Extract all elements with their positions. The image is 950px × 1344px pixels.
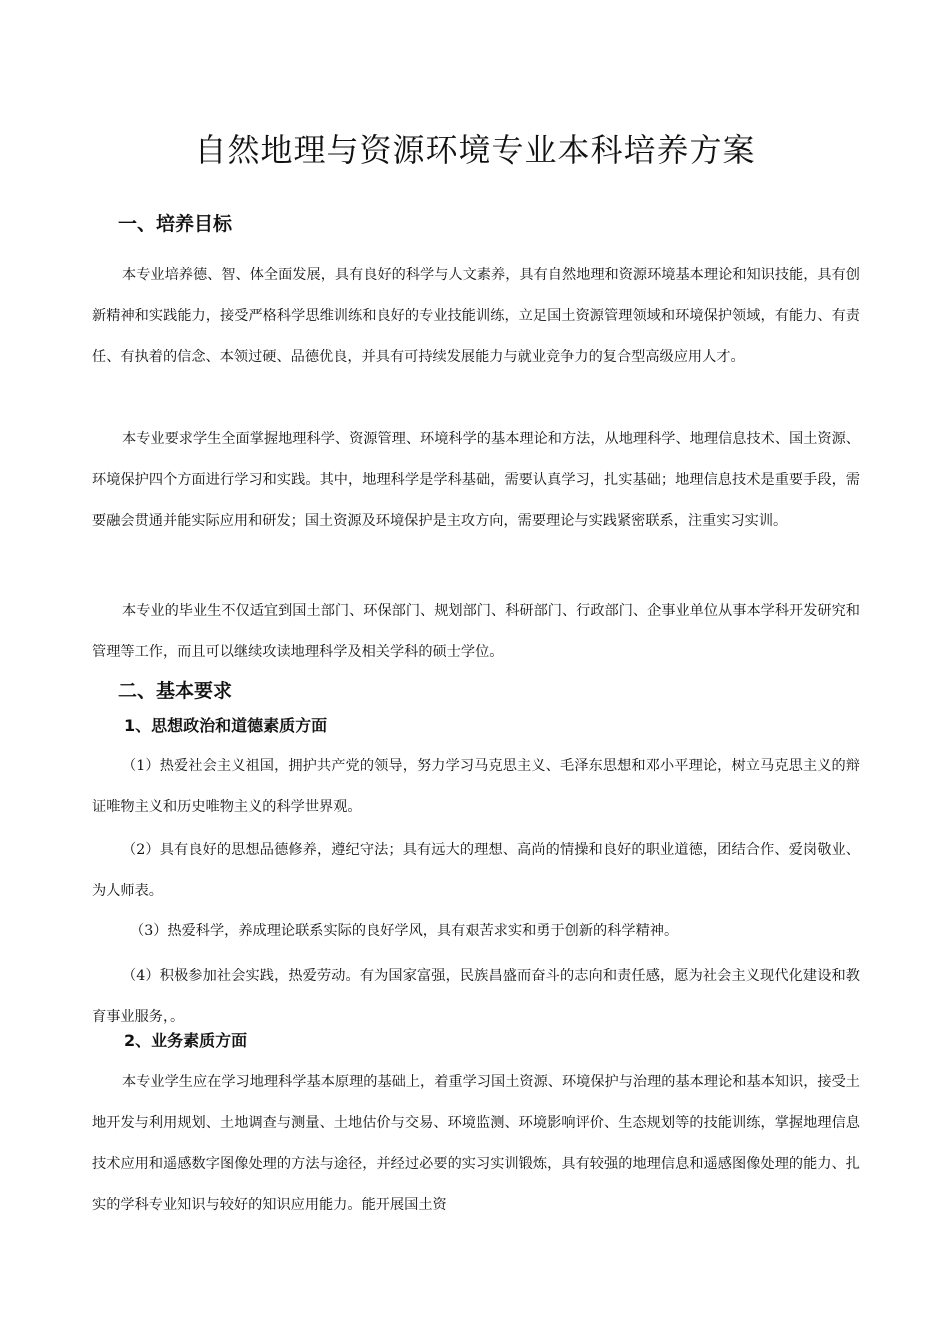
section-heading-requirements: 二、基本要求 xyxy=(118,680,233,702)
subsection-heading-ideology: 1、思想政治和道德素质方面 xyxy=(124,716,328,735)
paragraph-ideology-2: （2）具有良好的思想品德修养，遵纪守法；具有远大的理想、高尚的情操和良好的职业道德，团结合作、爱岗敬业、为人师表。 xyxy=(92,842,860,899)
paragraph-goals-1: 本专业培养德、智、体全面发展，具有良好的科学与人文素养，具有自然地理和资源环境基本理论和知识技能，具有创新精神和实践能力，接受严格科学思维训练和良好的专业技能训练，立足国土资源管理领域和环境保护领域，有能力、有责任、有执着的信念、本领过硬、品德优良，并具有可持续发展能力与就业竞争力的复合型高级应用人才。 xyxy=(92,267,860,365)
page-title: 自然地理与资源环境专业本科培养方案 xyxy=(194,131,756,169)
paragraph-goals-3: 本专业的毕业生不仅适宜到国土部门、环保部门、规划部门、科研部门、行政部门、企事业单位从事本学科开发研究和管理等工作，而且可以继续攻读地理科学及相关学科的硕士学位。 xyxy=(92,603,860,660)
section-heading-goals: 一、培养目标 xyxy=(118,213,233,235)
paragraph-ideology-3: （3）热爱科学，养成理论联系实际的良好学风，具有艰苦求实和勇于创新的科学精神。 xyxy=(130,923,679,939)
paragraph-goals-2: 本专业要求学生全面掌握地理科学、资源管理、环境科学的基本理论和方法，从地理科学、地理信息技术、国土资源、环境保护四个方面进行学习和实践。其中，地理科学是学科基础，需要认真学习，扎实基础；地理信息技术是重要手段，需要融会贯通并能实际应用和研发；国土资源及环境保护是主攻方向，需要理论与实践紧密联系，注重实习实训。 xyxy=(92,431,860,529)
subsection-heading-professional: 2、业务素质方面 xyxy=(124,1031,248,1050)
paragraph-professional-1: 本专业学生应在学习地理科学基本原理的基础上，着重学习国土资源、环境保护与治理的基本理论和基本知识，接受土地开发与利用规划、土地调查与测量、土地估价与交易、环境监测、环境影响评价、生态规划等的技能训练，掌握地理信息技术应用和遥感数字图像处理的方法与途径，并经过必要的实习实训锻炼，具有较强的地理信息和遥感图像处理的能力、扎实的学科专业知识与较好的知识应用能力。能开展国土资 xyxy=(92,1074,860,1213)
paragraph-ideology-1: （1）热爱社会主义祖国，拥护共产党的领导，努力学习马克思主义、毛泽东思想和邓小平理论，树立马克思主义的辩证唯物主义和历史唯物主义的科学世界观。 xyxy=(92,758,860,815)
paragraph-ideology-4: （4）积极参加社会实践，热爱劳动。有为国家富强，民族昌盛而奋斗的志向和责任感，愿为社会主义现代化建设和教育事业服务，。 xyxy=(92,968,860,1025)
